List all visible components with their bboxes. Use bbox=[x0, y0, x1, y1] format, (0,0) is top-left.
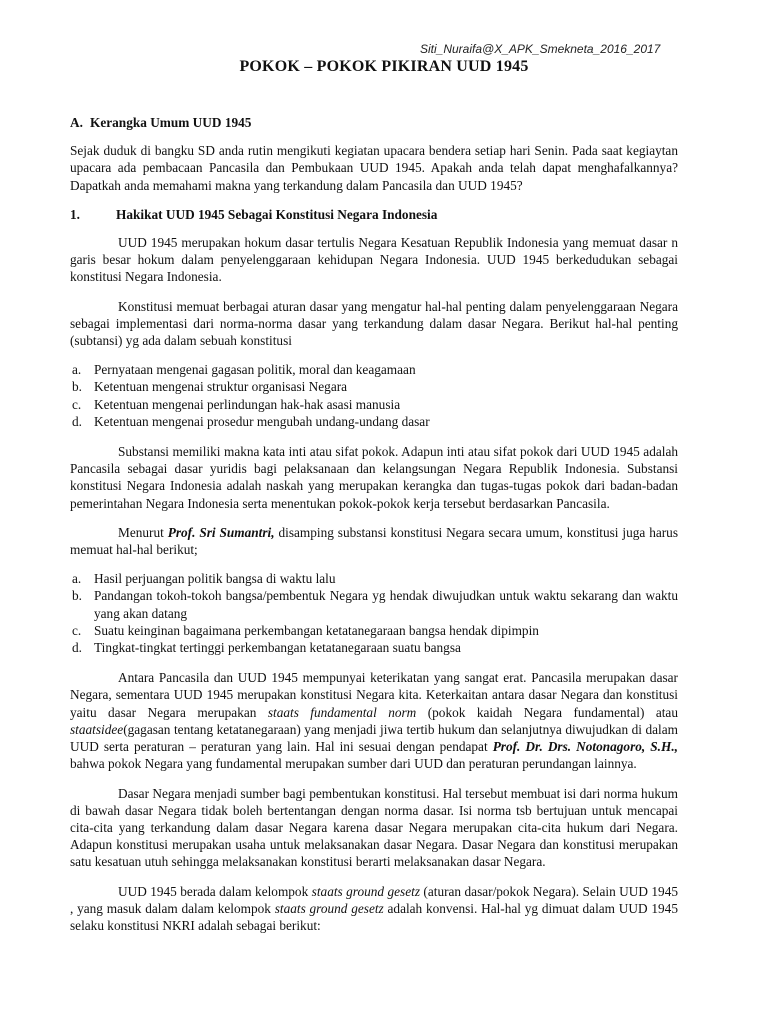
constitution-content-list bbox=[70, 570, 678, 656]
text-run: UUD 1945 berada dalam kelompok bbox=[118, 883, 312, 899]
page-title: POKOK – POKOK PIKIRAN UUD 1945 bbox=[239, 58, 529, 75]
text-run: (gagasan tentang ketatanegaraan) yang menjadi jiwa tertib hukum dan selanjutnya diwujudkan di dalam UUD serta peraturan – peraturan yang lain. Hal ini sesuai dengan pendapat bbox=[70, 721, 678, 755]
list-text: Ketentuan mengenai perlindungan hak-hak asasi manusia bbox=[94, 396, 401, 412]
text-run: Menurut bbox=[118, 524, 168, 540]
list-text: Hasil perjuangan politik bangsa di waktu lalu bbox=[94, 571, 336, 587]
section-1-heading bbox=[70, 206, 678, 223]
paragraph-ground-gesetz bbox=[70, 883, 678, 935]
section-1-marker: 1. bbox=[70, 206, 80, 222]
text-run: bahwa pokok Negara yang fundamental merupakan sumber dari UUD dan peraturan perundangan lainnya. bbox=[70, 756, 637, 772]
intro-paragraph: Sejak duduk di bangku SD anda rutin mengikuti kegiatan upacara bendera setiap hari Senin. Pada saat kegiaytan upacara ada pembacaan Pancasila dan Pembukaan UUD 1945. Apakah anda telah dapat menghafalkannya? Dapatkah anda memahami makna yang terkandung dalam Pancasila dan UUD 1945? bbox=[70, 143, 678, 193]
paragraph-substansi: Substansi memiliki makna kata inti atau sifat pokok. Adapun inti atau sifat pokok dari UUD 1945 adalah Pancasila sebagai dasar yuridis bagi pelaksanaan dan kelangsungan Negara Republik Indonesia. Substansi konstitusi Negara Indonesia adalah naskah yang merupakan kerangka dan tugas-tugas pokok dari badan-badan pemerintahan Negara Indonesia serta menentukan pokok-pokok kerja tersebut berdasarkan Pancasila. bbox=[70, 444, 678, 511]
list-item bbox=[70, 587, 678, 621]
section-1-title: Hakikat UUD 1945 Sebagai Konstitusi Negara Indonesia bbox=[116, 206, 438, 222]
document-body bbox=[70, 114, 678, 946]
term-italic: staats ground gesetz bbox=[274, 900, 384, 916]
list-marker: a. bbox=[72, 362, 82, 378]
person-name: Prof. Sri Sumantri, bbox=[167, 524, 275, 540]
list-item bbox=[70, 570, 678, 587]
text-run: disamping substansi konstitusi Negara secara umum, konstitusi juga harus memuat hal-hal berikut; bbox=[70, 524, 678, 558]
paragraph-sumantri bbox=[70, 524, 678, 558]
list-item bbox=[70, 396, 678, 413]
list-marker: b. bbox=[72, 379, 82, 395]
list-marker: d. bbox=[72, 413, 82, 429]
list-marker: b. bbox=[72, 588, 82, 604]
author-header: Siti_Nuraifa@X_APK_Smekneta_2016_2017 bbox=[420, 42, 661, 56]
term-italic: staatsidee bbox=[70, 721, 124, 737]
list-marker: d. bbox=[72, 640, 82, 656]
paragraph-pancasila bbox=[70, 669, 678, 772]
term-italic: staats fundamental norm bbox=[267, 704, 417, 720]
list-item bbox=[70, 413, 678, 430]
list-text: Pernyataan mengenai gagasan politik, moral dan keagamaan bbox=[94, 362, 416, 378]
section-a-heading bbox=[70, 114, 678, 131]
term-italic: staats ground gesetz bbox=[311, 883, 420, 899]
text-run: Antara Pancasila dan UUD 1945 mempunyai keterikatan yang sangat erat. Pancasila merupakan dasar Negara, sementara UUD 1945 merupakan konstitusi Negara kita. Keterkaitan antara dasar Negara dan konstitusi yaitu dasar Negara merupakan bbox=[70, 670, 678, 720]
section-a-marker: A. bbox=[70, 115, 83, 130]
substance-list bbox=[70, 361, 678, 430]
list-text: Tingkat-tingkat tertinggi perkembangan ketatanegaraan suatu bangsa bbox=[94, 640, 461, 656]
list-marker: a. bbox=[72, 571, 82, 587]
list-item bbox=[70, 622, 678, 639]
list-marker: c. bbox=[72, 396, 82, 412]
paragraph-konstitusi: Konstitusi memuat berbagai aturan dasar yang mengatur hal-hal penting dalam penyelenggaraan Negara sebagai implementasi dari norma-norma dasar yang terkandung dalam dasar Negara. Berikut hal-hal penting (subtansi) yg ada dalam sebuah konstitusi bbox=[70, 298, 678, 349]
paragraph-dasar-negara: Dasar Negara menjadi sumber bagi pembentukan konstitusi. Hal tersebut membuat isi dari norma hukum di bawah dasar Negara tidak boleh bertentangan dengan norma dasar. Isi norma tsb bertujuan untuk mencapai cita-cita yang terkandung dalam dasar Negara karena dasar Negara merupakan cita-cita hukum dari Negara. Adapun konstitusi merupakan usaha untuk melaksanakan dasar Negara. Dasar Negara dan konstitusi merupakan satu kesatuan utuh sehingga melaksanakan konstitusi berarti melaksanakan dasar Negara. bbox=[70, 785, 678, 870]
list-text: Ketentuan mengenai prosedur mengubah undang-undang dasar bbox=[94, 413, 430, 429]
list-item bbox=[70, 639, 678, 656]
paragraph-uud: UUD 1945 merupakan hokum dasar tertulis Negara Kesatuan Republik Indonesia yang memuat dasar n garis besar hokum dalam penyelenggaraan kehidupan Negara Indonesia. UUD 1945 berkedudukan sebagai konstitusi Negara Indonesia. bbox=[70, 235, 678, 285]
list-text: Ketentuan mengenai struktur organisasi Negara bbox=[94, 379, 348, 395]
list-text: Pandangan tokoh-tokoh bangsa/pembentuk Negara yg hendak diwujudkan untuk waktu sekarang dan waktu yang akan datang bbox=[94, 588, 678, 621]
section-a-title: Kerangka Umum UUD 1945 bbox=[90, 115, 252, 130]
text-run: (aturan dasar/pokok Negara). Selain UUD 1945 , yang masuk dalam dalam kelompok bbox=[70, 883, 679, 916]
list-marker: c. bbox=[72, 622, 82, 638]
list-item bbox=[70, 378, 678, 395]
list-text: Suatu keinginan bagaimana perkembangan ketatanegaraan bangsa hendak dipimpin bbox=[94, 622, 539, 638]
person-name: Prof. Dr. Drs. Notonagoro, S.H., bbox=[492, 739, 678, 755]
text-run: adalah konvensi. Hal-hal yg dimuat dalam UUD 1945 selaku konstitusi NKRI adalah sebagai berikut: bbox=[70, 900, 678, 933]
list-item bbox=[70, 361, 678, 378]
text-run: (pokok kaidah Negara fundamental) atau bbox=[416, 704, 678, 720]
